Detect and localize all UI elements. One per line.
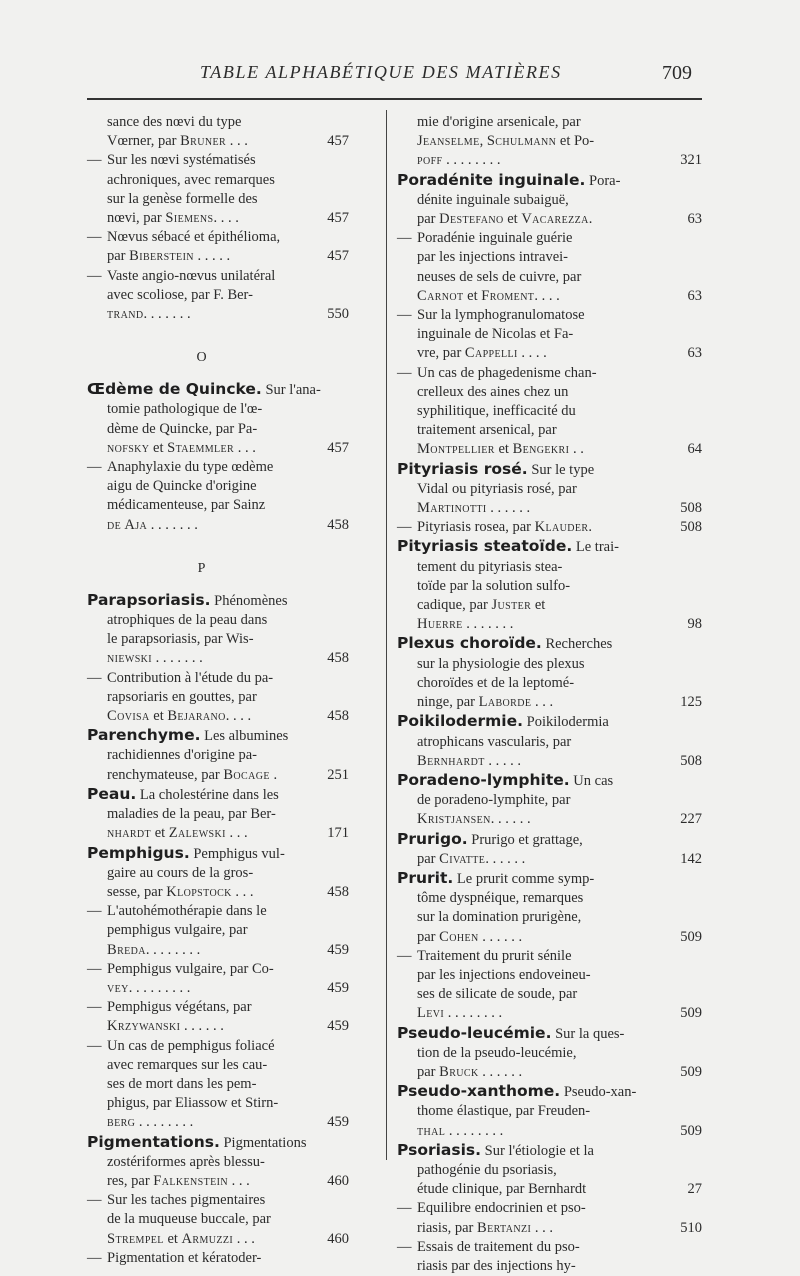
index-entry: — Sur la lymphogranulomatose inguinale de Nicolas et Fa- vre, par Cappelli . . . . 63: [397, 306, 702, 364]
page-ref: 171: [327, 825, 349, 842]
page-ref: 510: [680, 1219, 702, 1236]
page-ref: 63: [687, 211, 702, 228]
index-entry: Pityriasis rosé. Sur le type Vidal ou pityriasis rosé, par Martinotti . . . . . . 508: [397, 460, 702, 519]
page-ref: 251: [327, 766, 349, 783]
headword: Plexus choroïde.: [397, 634, 542, 653]
index-entry: — Nœvus sébacé et épithélioma, par Biberstein . . . . . 457: [87, 228, 377, 266]
index-entry: — Sur les taches pigmentaires de la muqueuse buccale, par Strempel et Armuzzi . . . 460: [87, 1191, 377, 1249]
index-entry: Pigmentations. Pigmentations zostériformes après blessu- res, par Falkenstein . . . 460: [87, 1133, 377, 1192]
page-ref: 458: [327, 650, 349, 667]
page-ref: 459: [327, 1114, 349, 1131]
index-entry: sance des nœvi du type Vœrner, par Bruner . . . 457: [87, 113, 377, 151]
index-entry: Prurigo. Prurigo et grattage, par Civatte. . . . . . 142: [397, 830, 702, 869]
page-ref: 508: [680, 519, 702, 536]
index-entry: — Contribution à l'étude du pa- rapsoriaris en gouttes, par Covisa et Bejarano. . . . 458: [87, 669, 377, 727]
page-ref: 458: [327, 708, 349, 725]
page-ref: 458: [327, 883, 349, 900]
index-entry: — Pityriasis rosea, par Klauder. 508: [397, 518, 702, 537]
section-letter: P: [197, 560, 207, 576]
index-entry: Prurit. Le prurit comme symp- tôme dyspnéique, remarques sur la domination prurigène, par Cohen . . . . . . 509: [397, 869, 702, 947]
page-ref: 227: [680, 811, 702, 828]
index-entry: Parapsoriasis. Phénomènes atrophiques de la peau dans le parapsoriasis, par Wis- niewski . . . . . . . 458: [87, 591, 377, 669]
page-ref: 509: [680, 928, 702, 945]
index-entry: — Un cas de pemphigus foliacé avec remarques sur les cau- ses de mort dans les pem- phigus, par Eliassow et Stirn- berg . . . . . . . . 459: [87, 1037, 377, 1133]
page-ref: 98: [687, 616, 702, 633]
index-entry: — Pemphigus vulgaire, par Co- vey. . . . . . . . . 459: [87, 960, 377, 998]
page-ref: 63: [687, 287, 702, 304]
headword: Psoriasis.: [397, 1140, 482, 1159]
page-ref: 459: [327, 979, 349, 996]
index-entry: — Pemphigus végétans, par Krzywanski . . . . . . 459: [87, 998, 377, 1036]
index-entry: — Equilibre endocrinien et pso- riasis, par Bertanzi . . . 510: [397, 1199, 702, 1237]
index-entry: — Poradénie inguinale guérie par les injections intravei- neuses de sels de cuivre, par Carnot et Froment. . . . 63: [397, 229, 702, 306]
headword: Parapsoriasis.: [87, 590, 211, 609]
index-entry: — Pigmentation et kératoder-: [87, 1249, 262, 1266]
page-ref: 509: [680, 1063, 702, 1080]
header-rule: [87, 98, 702, 100]
headword: Poradénite inguinale.: [397, 170, 586, 189]
page-header: [0, 58, 800, 98]
page-ref: 125: [680, 694, 702, 711]
headword: Pemphigus.: [87, 843, 190, 862]
index-entry: — Vaste angio-nœvus unilatéral avec scoliose, par F. Ber- trand. . . . . . . 550: [87, 267, 377, 325]
column-divider: [386, 110, 387, 1160]
page-ref: 64: [687, 441, 702, 458]
index-entry: Pseudo-leucémie. Sur la ques- tion de la pseudo-leucémie, par Bruck . . . . . . 509: [397, 1024, 702, 1083]
section-letter: O: [196, 350, 208, 366]
page-ref: 142: [680, 850, 702, 867]
page-ref: 63: [687, 345, 702, 362]
page-ref: 508: [680, 752, 702, 769]
index-entry: Plexus choroïde. Recherches sur la physiologie des plexus choroïdes et de la leptomé- ninge, par Laborde . . . 125: [397, 634, 702, 712]
headword: Pityriasis steatoïde.: [397, 537, 573, 556]
index-entry: Peau. La cholestérine dans les maladies de la peau, par Ber- nhardt et Zalewski . . . 171: [87, 785, 377, 844]
index-entry: Pemphigus. Pemphigus vul- gaire au cours de la gros- sesse, par Klopstock . . . 458: [87, 844, 377, 903]
index-entry: Poikilodermie. Poikilodermia atrophicans vascularis, par Bernhardt . . . . . 508: [397, 712, 702, 771]
index-entry: — Anaphylaxie du type œdème aigu de Quincke d'origine médicamenteuse, par Sainz de Aja . . . . . . . 458: [87, 458, 377, 535]
right-column: [397, 113, 702, 1276]
index-entry: Pseudo-xanthome. Pseudo-xan- thome élastique, par Freuden- thal . . . . . . . . 509: [397, 1082, 702, 1141]
index-entry: Parenchyme. Les albumines rachidiennes d'origine pa- renchymateuse, par Bocage . 251: [87, 726, 377, 785]
running-title: TABLE ALPHABÉTIQUE DES MATIÈRES: [200, 62, 562, 82]
page-ref: 457: [327, 248, 349, 265]
headword: Pigmentations.: [87, 1132, 220, 1151]
headword: Poradeno-lymphite.: [397, 770, 570, 789]
page-ref: 457: [327, 439, 349, 456]
page-ref: 460: [327, 1230, 349, 1247]
index-entry: — Essais de traitement du pso- riasis par des injections hy-: [397, 1238, 580, 1274]
headword: Pityriasis rosé.: [397, 459, 528, 478]
index-entry: Pityriasis steatoïde. Le trai- tement du pityriasis stea- toïde par la solution sulfo- cadique, par Juster et Huerre . . . . . . . 98: [397, 537, 702, 634]
headword: Parenchyme.: [87, 726, 201, 745]
page-ref: 457: [327, 133, 349, 150]
page-ref: 509: [680, 1005, 702, 1022]
page-ref: 508: [680, 500, 702, 517]
index-entry: Poradeno-lymphite. Un cas de poradeno-lymphite, par Kristjansen. . . . . . 227: [397, 771, 702, 830]
headword: Peau.: [87, 784, 137, 803]
page-ref: 458: [327, 516, 349, 533]
index-entry: — Sur les nœvi systématisés achroniques, avec remarques sur la genèse formelle des nœvi, par Siemens. . . . 457: [87, 151, 377, 228]
page-ref: 550: [327, 306, 349, 323]
index-entry: Œdème de Quincke. Sur l'ana- tomie pathologique de l'œ- dème de Quincke, par Pa- nofsky et Staemmler . . . 457: [87, 380, 377, 458]
page-ref: 27: [687, 1181, 702, 1198]
headword: Prurigo.: [397, 829, 468, 848]
page-ref: 459: [327, 1018, 349, 1035]
headword: Poikilodermie.: [397, 712, 524, 731]
index-entry: Poradénite inguinale. Pora- dénite inguinale subaiguë, par Destefano et Vacarezza. 63: [397, 171, 702, 230]
page-ref: 457: [327, 210, 349, 227]
headword: Pseudo-leucémie.: [397, 1023, 552, 1042]
index-entry: — L'autohémothérapie dans le pemphigus vulgaire, par Breda. . . . . . . . 459: [87, 902, 377, 960]
index-entry: — Un cas de phagedenisme chan- crelleux des aines chez un syphilitique, inefficacité du traitement arsenical, par Montpellier et Bengekri . . 64: [397, 364, 702, 460]
page-ref: 460: [327, 1172, 349, 1189]
index-entry: — Traitement du prurit sénile par les injections endoveineu- ses de silicate de soude, par Levi . . . . . . . . 509: [397, 947, 702, 1024]
left-column: [87, 113, 377, 1268]
headword: Prurit.: [397, 868, 454, 887]
page-number: 709: [662, 62, 692, 84]
headword: Œdème de Quincke.: [87, 380, 262, 399]
page-ref: 459: [327, 941, 349, 958]
page-ref: 321: [680, 152, 702, 169]
headword: Pseudo-xanthome.: [397, 1082, 561, 1101]
index-entry: Psoriasis. Sur l'étiologie et la pathogénie du psoriasis, étude clinique, par Bernhardt 27: [397, 1141, 702, 1200]
index-entry: mie d'origine arsenicale, par Jeanselme, Schulmann et Po- poff . . . . . . . . 321: [397, 113, 702, 171]
page-ref: 509: [680, 1122, 702, 1139]
